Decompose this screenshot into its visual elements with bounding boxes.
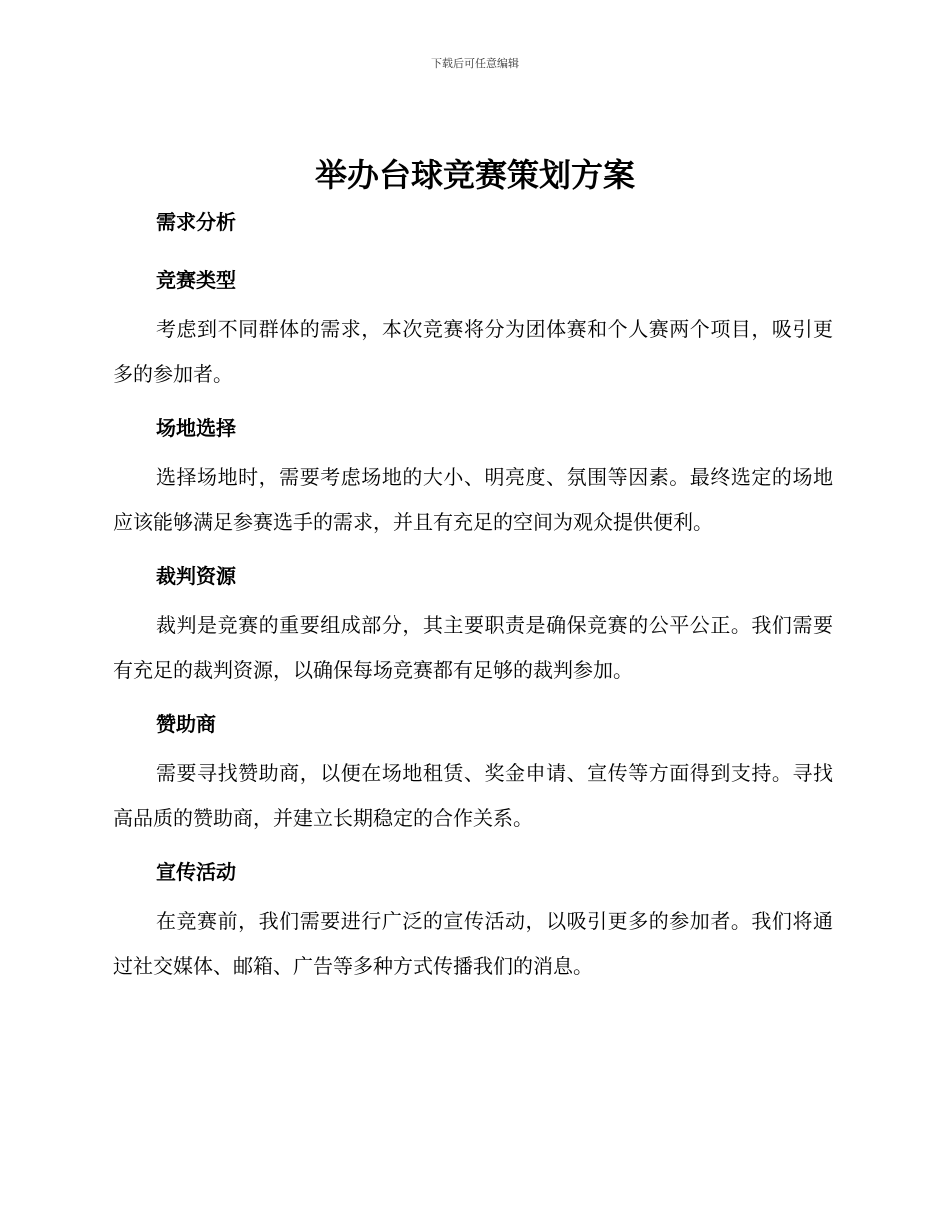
paragraph-promotion: 在竞赛前，我们需要进行广泛的宣传活动，以吸引更多的参加者。我们将通过社交媒体、邮箱、广告等多种方式传播我们的消息。 [113,909,833,978]
paragraph-venue-selection: 选择场地时，需要考虑场地的大小、明亮度、氛围等因素。最终选定的场地应该能够满足参赛选手的需求，并且有充足的空间为观众提供便利。 [113,465,833,534]
section-heading-sponsors: 赞助商 [156,712,216,736]
section-heading-referee-resources: 裁判资源 [156,564,236,588]
document-title: 举办台球竞赛策划方案 [314,156,635,194]
paragraph-referee-resources: 裁判是竞赛的重要组成部分，其主要职责是确保竞赛的公平公正。我们需要有充足的裁判资源，以确保每场竞赛都有足够的裁判参加。 [113,613,833,682]
paragraph-sponsors: 需要寻找赞助商，以便在场地租赁、奖金申请、宣传等方面得到支持。寻找高品质的赞助商，并建立长期稳定的合作关系。 [113,761,833,830]
paragraph-competition-type: 考虑到不同群体的需求，本次竞赛将分为团体赛和个人赛两个项目，吸引更多的参加者。 [113,317,833,386]
document-body [113,205,833,1003]
section-heading-needs-analysis: 需求分析 [156,210,236,234]
section-heading-venue-selection: 场地选择 [156,416,236,440]
section-heading-promotion: 宣传活动 [156,860,236,884]
header-note: 下载后可任意编辑 [431,57,519,70]
section-heading-competition-type: 竞赛类型 [156,268,236,292]
